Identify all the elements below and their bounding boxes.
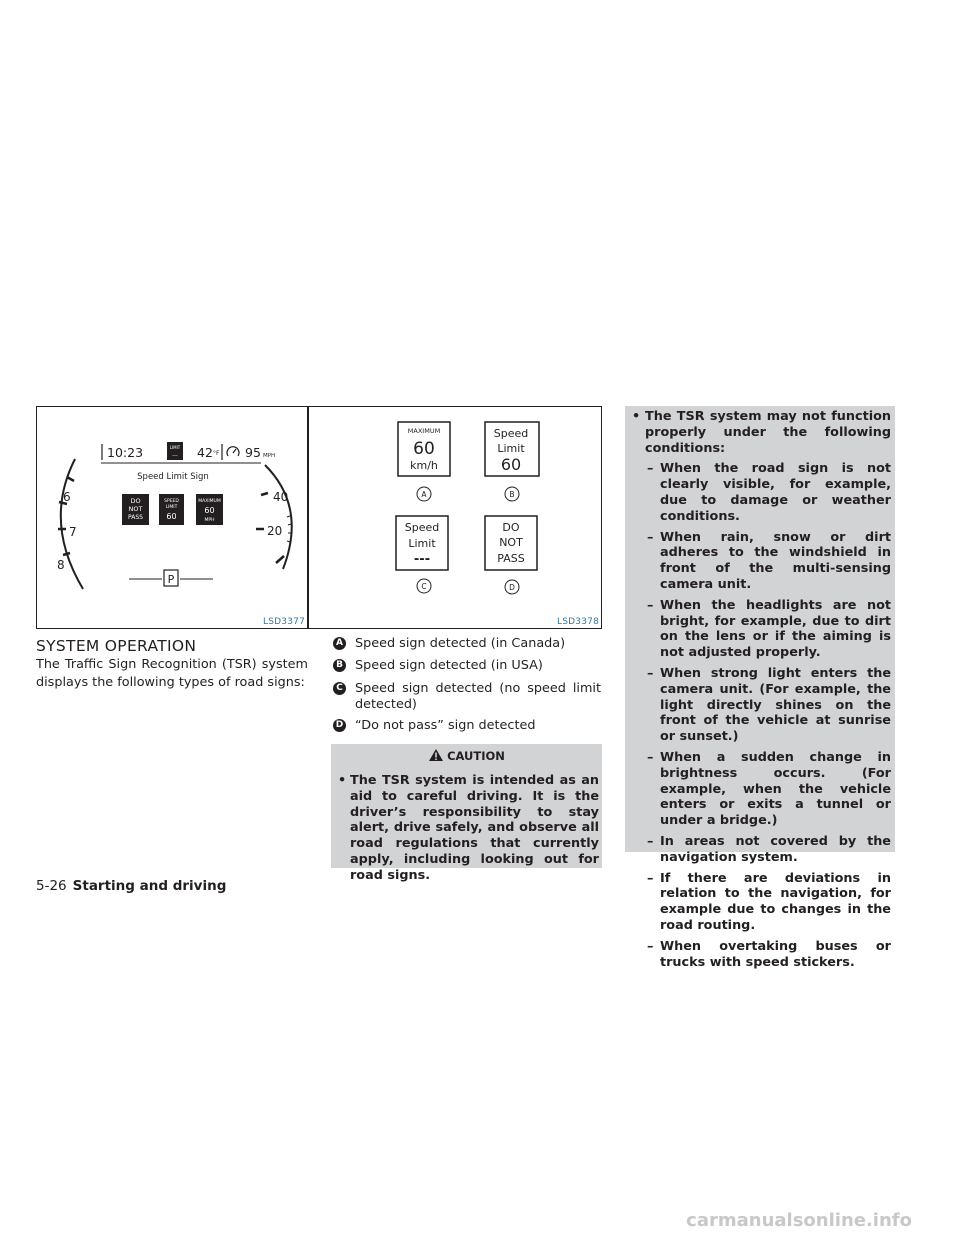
speedo-tick	[261, 493, 268, 495]
sign-a-label: A	[421, 490, 427, 499]
legend-text-a: Speed sign detected (in Canada)	[355, 636, 566, 651]
condition-text: When a sudden change in brightness occurs. (For example, when the vehicle enters or exits a tunnel or under a bridge.)	[660, 749, 891, 829]
clock-time: 10:23	[107, 445, 144, 460]
condition-item: – If there are deviations in relation to the navigation, for example due to changes in the road routing.	[647, 870, 891, 933]
sign-a-value: 60	[413, 439, 435, 459]
sign-a-unit: km/h	[410, 459, 438, 472]
temperature-unit: °F	[213, 450, 220, 457]
watermark: carmanualsonline.info	[686, 1210, 912, 1231]
condition-item: – When a sudden change in brightness occurs. (For example, when the vehicle enters or exits a tunnel or under a bridge.)	[647, 749, 891, 829]
sign-c-line1: Speed	[404, 521, 440, 534]
legend-item-d	[333, 718, 601, 734]
conditions-lead-text: The TSR system may not function properly under the following conditions:	[645, 409, 891, 456]
outside-temperature: 42	[197, 445, 213, 460]
limit-mini-icon-top: LIMIT	[169, 445, 181, 450]
condition-text: When strong light enters the camera unit. (For example, the light directly shines on the front of the vehicle at sunrise or sunset.)	[660, 665, 891, 745]
condition-text: When rain, snow or dirt adheres to the windshield in front of the multi-sensing camera unit.	[660, 529, 891, 592]
caution-text: The TSR system is intended as an aid to careful driving. It is the driver’s responsibility to stay alert, drive safely, and observe all road regulations that currently apply, including looking out for road signs.	[350, 773, 599, 883]
figure-code: LSD3377	[263, 617, 305, 627]
limit-mini-icon-value: ---	[172, 453, 178, 459]
caution-header	[331, 746, 602, 766]
tach-tick	[63, 553, 70, 555]
gear-indicator: P	[167, 573, 175, 586]
legend-text-d: “Do not pass” sign detected	[355, 718, 536, 733]
condition-text: When the road sign is not clearly visible, for example, due to damage or weather conditions.	[660, 461, 891, 524]
condition-item: – When strong light enters the camera unit. (For example, the light directly shines on the front of the vehicle at sunrise or sunset.)	[647, 665, 891, 745]
chapter-title: Starting and driving	[72, 878, 227, 894]
condition-item: – When overtaking buses or trucks with speed stickers.	[647, 938, 891, 970]
conditions-box	[625, 406, 895, 970]
figure-sign-types	[308, 406, 602, 629]
conditions-content	[625, 409, 891, 970]
legend-mark-c: C	[333, 682, 346, 695]
speed-limit-sign-top: SPEED	[164, 499, 179, 504]
condition-text: In areas not covered by the navigation system.	[660, 833, 891, 865]
sign-b-line2: Limit	[497, 442, 525, 455]
legend-mark-a: A	[333, 637, 346, 650]
legend-mark-d: D	[333, 719, 346, 732]
intro-paragraph: The Traffic Sign Recognition (TSR) system displays the following types of road signs:	[36, 657, 308, 690]
bullet-dot: •	[338, 773, 347, 788]
maximum-sign-top: MAXIMUM	[198, 499, 221, 504]
sign-d-line1: DO	[502, 521, 520, 534]
speedometer-icon	[227, 447, 239, 456]
vehicle-speed: 95	[245, 445, 261, 460]
speed-unit: MPH	[263, 453, 276, 459]
legend-item-c	[333, 681, 601, 713]
speed-limit-sign-mid: LIMIT	[165, 505, 178, 510]
maximum-sign-value: 60	[204, 506, 215, 515]
tach-label-7: 7	[69, 525, 77, 539]
sign-d-label: D	[509, 583, 515, 592]
screen-title: Speed Limit Sign	[137, 472, 209, 482]
sign-c-label: C	[421, 582, 427, 591]
legend-item-a	[333, 636, 601, 652]
dnp-line-1: DO	[130, 497, 141, 505]
sign-d-line2: NOT	[499, 536, 523, 549]
speedo-tick-small	[287, 541, 290, 542]
speedo-label-40: 40	[273, 490, 289, 504]
page-footer	[36, 878, 226, 894]
sign-types-illustration	[309, 407, 601, 628]
speedo-label-20: 20	[267, 524, 283, 538]
sign-c-value: ---	[413, 552, 431, 567]
condition-item: – When the road sign is not clearly visible, for example, due to damage or weather conditions.	[647, 461, 891, 524]
condition-text: When overtaking buses or trucks with speed stickers.	[660, 938, 891, 970]
maximum-sign-unit: MPH	[204, 518, 215, 523]
sign-a-top: MAXIMUM	[407, 427, 441, 435]
tach-tick	[67, 477, 74, 481]
dnp-line-2: NOT	[128, 505, 143, 513]
condition-item: – When rain, snow or dirt adheres to the windshield in front of the multi-sensing camera unit.	[647, 529, 891, 592]
legend-mark-b: B	[333, 659, 346, 672]
condition-text: If there are deviations in relation to the navigation, for example due to changes in the road routing.	[660, 870, 891, 933]
conditions-lead	[625, 409, 891, 456]
figure-meter-display	[36, 406, 308, 629]
bullet-dot: •	[632, 409, 641, 424]
caution-box	[331, 744, 602, 883]
speed-limit-sign-value: 60	[166, 512, 177, 521]
condition-text: When the headlights are not bright, for example, due to dirt on the lens or if the aiming is not adjusted properly.	[660, 597, 891, 661]
page-number: 5-26	[36, 878, 67, 894]
legend-text-b: Speed sign detected (in USA)	[355, 658, 543, 673]
legend-text-c: Speed sign detected (no speed limit detected)	[355, 681, 601, 712]
warning-triangle-icon	[428, 748, 444, 762]
caution-title: CAUTION	[447, 749, 505, 763]
sign-c-line2: Limit	[408, 537, 436, 550]
caution-bullet	[331, 773, 602, 884]
condition-item: – In areas not covered by the navigation system.	[647, 833, 891, 865]
tach-label-8: 8	[57, 558, 65, 572]
legend-item-b	[333, 658, 601, 674]
sign-b-value: 60	[500, 455, 522, 474]
dnp-line-3: PASS	[128, 514, 143, 521]
speedo-tick-small	[287, 516, 290, 517]
figure-code: LSD3378	[557, 617, 599, 627]
meter-display-illustration	[37, 407, 307, 628]
sign-b-line1: Speed	[493, 427, 529, 440]
condition-item: – When the headlights are not bright, for example, due to dirt on the lens or if the aiming is not adjusted properly.	[647, 597, 891, 661]
section-title: SYSTEM OPERATION	[36, 637, 197, 655]
speedo-needle	[276, 556, 284, 563]
tach-label-6: 6	[63, 490, 71, 504]
speedo-tick-small	[288, 524, 291, 525]
sign-d-line3: PASS	[497, 552, 525, 565]
sign-b-label: B	[509, 490, 515, 499]
